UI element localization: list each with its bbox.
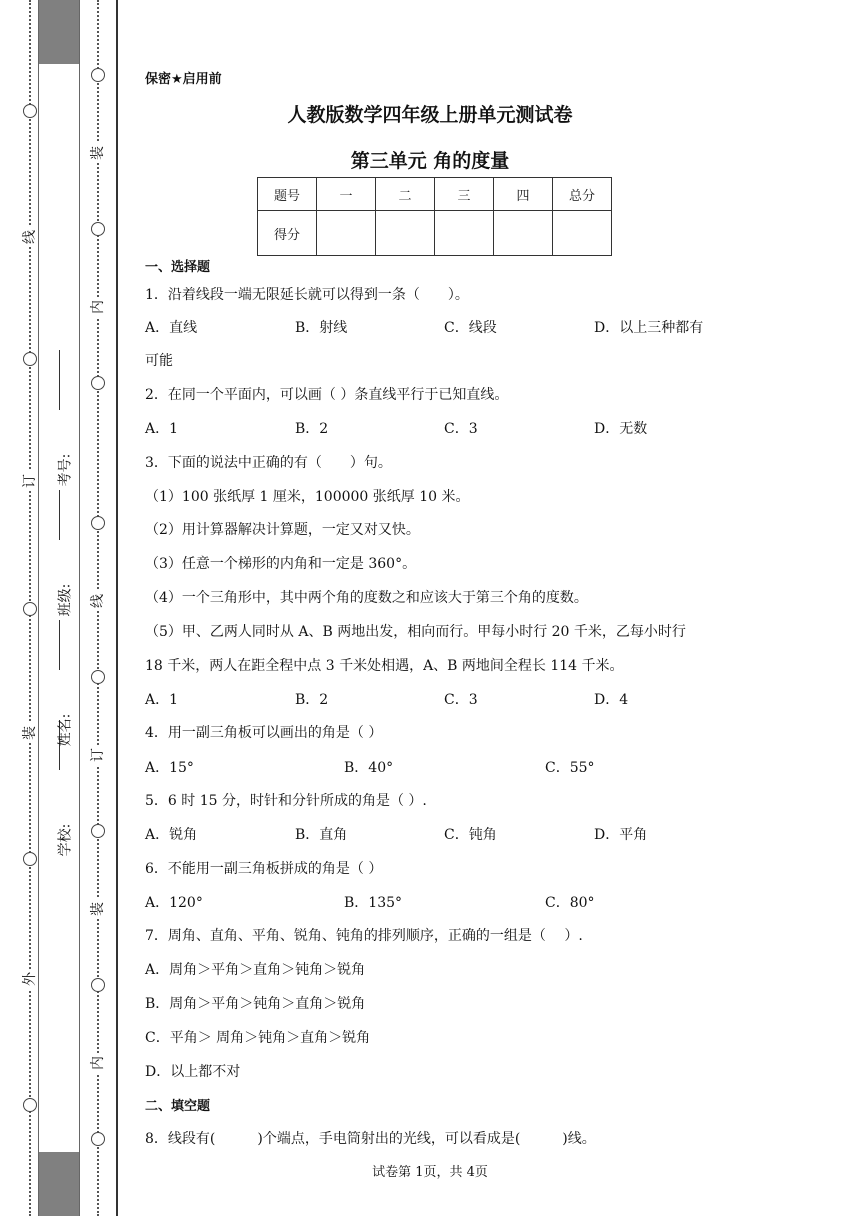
q1-option-d: D．以上三种都有 xyxy=(594,320,704,336)
outer-circle-mark xyxy=(23,602,37,616)
inner-circle-mark xyxy=(91,376,105,390)
gray-block-top xyxy=(39,0,79,64)
q3-statement-5: （5）甲、乙两人同时从 A、B 两地出发，相向而行。甲每小时行 20 千米，乙每小时行 xyxy=(145,624,686,640)
outer-circle-mark xyxy=(23,852,37,866)
score-cell xyxy=(376,211,435,256)
school-label: 学校: xyxy=(57,823,74,857)
question-1: 1．沿着线段一端无限延长就可以得到一条（ ）。 xyxy=(145,287,469,303)
q4-option-b: B．40° xyxy=(344,760,394,776)
q6-option-c: C．80° xyxy=(545,895,595,911)
inner-gutter-char: 内 xyxy=(89,297,107,317)
inner-circle-mark xyxy=(91,68,105,82)
question-4: 4．用一副三角板可以画出的角是（ ） xyxy=(145,725,383,741)
q7-option-b: B．周角＞平角＞钝角＞直角＞锐角 xyxy=(145,996,366,1012)
q3-statement-4: （4）一个三角形中，其中两个角的度数之和应该大于第三个角的度数。 xyxy=(145,590,588,606)
q6-option-b: B．135° xyxy=(344,895,403,911)
inner-gutter-char: 装 xyxy=(89,899,107,919)
inner-circle-mark xyxy=(91,222,105,236)
score-header-cell: 一 xyxy=(317,178,376,211)
outer-gutter-char: 装 xyxy=(21,723,39,743)
q1-option-d-continued: 可能 xyxy=(145,353,173,369)
q3-option-c: C．3 xyxy=(444,692,478,708)
inner-circle-mark xyxy=(91,978,105,992)
outer-circle-mark xyxy=(23,1098,37,1112)
score-header-cell: 二 xyxy=(376,178,435,211)
score-cell xyxy=(317,211,376,256)
score-cell xyxy=(435,211,494,256)
q7-option-c: C．平角＞ 周角＞钝角＞直角＞锐角 xyxy=(145,1030,371,1046)
inner-dotted-column xyxy=(88,0,108,1216)
q3-option-b: B．2 xyxy=(295,692,329,708)
inner-gutter-char: 装 xyxy=(89,143,107,163)
score-table-header-row xyxy=(258,178,612,211)
exam-number-label: 考号: xyxy=(57,453,74,487)
class-label: 班级: xyxy=(57,583,74,617)
exam-number-field xyxy=(40,400,80,520)
score-header-cell: 题号 xyxy=(258,178,317,211)
outer-gutter-char: 订 xyxy=(21,471,39,491)
score-header-cell: 三 xyxy=(435,178,494,211)
q3-option-a: A．1 xyxy=(145,692,179,708)
question-2: 2．在同一个平面内，可以画（ ）条直线平行于已知直线。 xyxy=(145,387,509,403)
q5-option-b: B．直角 xyxy=(295,827,348,843)
gutter-border xyxy=(116,0,118,1216)
section-heading-choice: 一、选择题 xyxy=(145,260,211,275)
outer-dotted-column xyxy=(20,0,40,1216)
question-3: 3．下面的说法中正确的有（ ）句。 xyxy=(145,455,392,471)
q7-option-d: D．以上都不对 xyxy=(145,1064,241,1080)
page-footer: 试卷第 1页，共 4页 xyxy=(372,1165,488,1180)
binding-gutter xyxy=(0,0,118,1216)
q6-option-a: A．120° xyxy=(145,895,203,911)
inner-gutter-char: 线 xyxy=(89,591,107,611)
exam-title: 人教版数学四年级上册单元测试卷 xyxy=(287,104,573,126)
score-table-score-row xyxy=(258,211,612,256)
score-row-label: 得分 xyxy=(258,211,317,256)
q3-statement-1: （1）100 张纸厚 1 厘米，100000 张纸厚 10 米。 xyxy=(145,489,470,505)
outer-gutter-char: 线 xyxy=(21,227,39,247)
inner-circle-mark xyxy=(91,824,105,838)
school-field xyxy=(40,780,80,900)
q2-option-b: B．2 xyxy=(295,421,329,437)
exam-number-line xyxy=(59,350,60,410)
score-cell xyxy=(494,211,553,256)
q3-statement-2: （2）用计算器解决计算题，一定又对又快。 xyxy=(145,522,420,538)
q4-option-c: C．55° xyxy=(545,760,595,776)
name-label: 姓名: xyxy=(57,713,74,747)
q5-option-a: A．锐角 xyxy=(145,827,198,843)
q7-option-a: A．周角＞平角＞直角＞钝角＞锐角 xyxy=(145,962,366,978)
inner-gutter-char: 订 xyxy=(89,745,107,765)
q4-option-a: A．15° xyxy=(145,760,194,776)
name-field xyxy=(40,660,80,780)
question-7: 7．周角、直角、平角、锐角、钝角的排列顺序，正确的一组是（ ）. xyxy=(145,928,583,944)
confidential-label: 保密★启用前 xyxy=(145,72,222,87)
q1-option-c: C．线段 xyxy=(444,320,497,336)
score-header-cell: 四 xyxy=(494,178,553,211)
q5-option-c: C．钝角 xyxy=(444,827,497,843)
question-6: 6．不能用一副三角板拼成的角是（ ） xyxy=(145,861,383,877)
question-8: 8．线段有( )个端点，手电筒射出的光线，可以看成是( )线。 xyxy=(145,1131,596,1147)
outer-gutter-char: 外 xyxy=(21,969,39,989)
exam-subtitle: 第三单元 角的度量 xyxy=(350,150,510,172)
q3-option-d: D．4 xyxy=(594,692,629,708)
inner-circle-mark xyxy=(91,1132,105,1146)
section-heading-fill: 二、填空题 xyxy=(145,1099,211,1114)
outer-circle-mark xyxy=(23,352,37,366)
q1-option-b: B．射线 xyxy=(295,320,348,336)
q3-statement-3: （3）任意一个梯形的内角和一定是 360°。 xyxy=(145,556,417,572)
q3-statement-5-continued: 18 千米，两人在距全程中点 3 千米处相遇，A、B 两地间全程长 114 千米。 xyxy=(145,658,624,674)
inner-circle-mark xyxy=(91,516,105,530)
inner-circle-mark xyxy=(91,670,105,684)
q5-option-d: D．平角 xyxy=(594,827,648,843)
class-field xyxy=(40,530,80,650)
score-cell xyxy=(553,211,612,256)
q2-option-a: A．1 xyxy=(145,421,179,437)
score-table xyxy=(257,177,612,256)
q2-option-d: D．无数 xyxy=(594,421,648,437)
q2-option-c: C．3 xyxy=(444,421,478,437)
score-header-cell: 总分 xyxy=(553,178,612,211)
question-5: 5．6 时 15 分，时针和分针所成的角是（ ）. xyxy=(145,793,427,809)
q1-option-a: A．直线 xyxy=(145,320,198,336)
inner-gutter-char: 内 xyxy=(89,1053,107,1073)
